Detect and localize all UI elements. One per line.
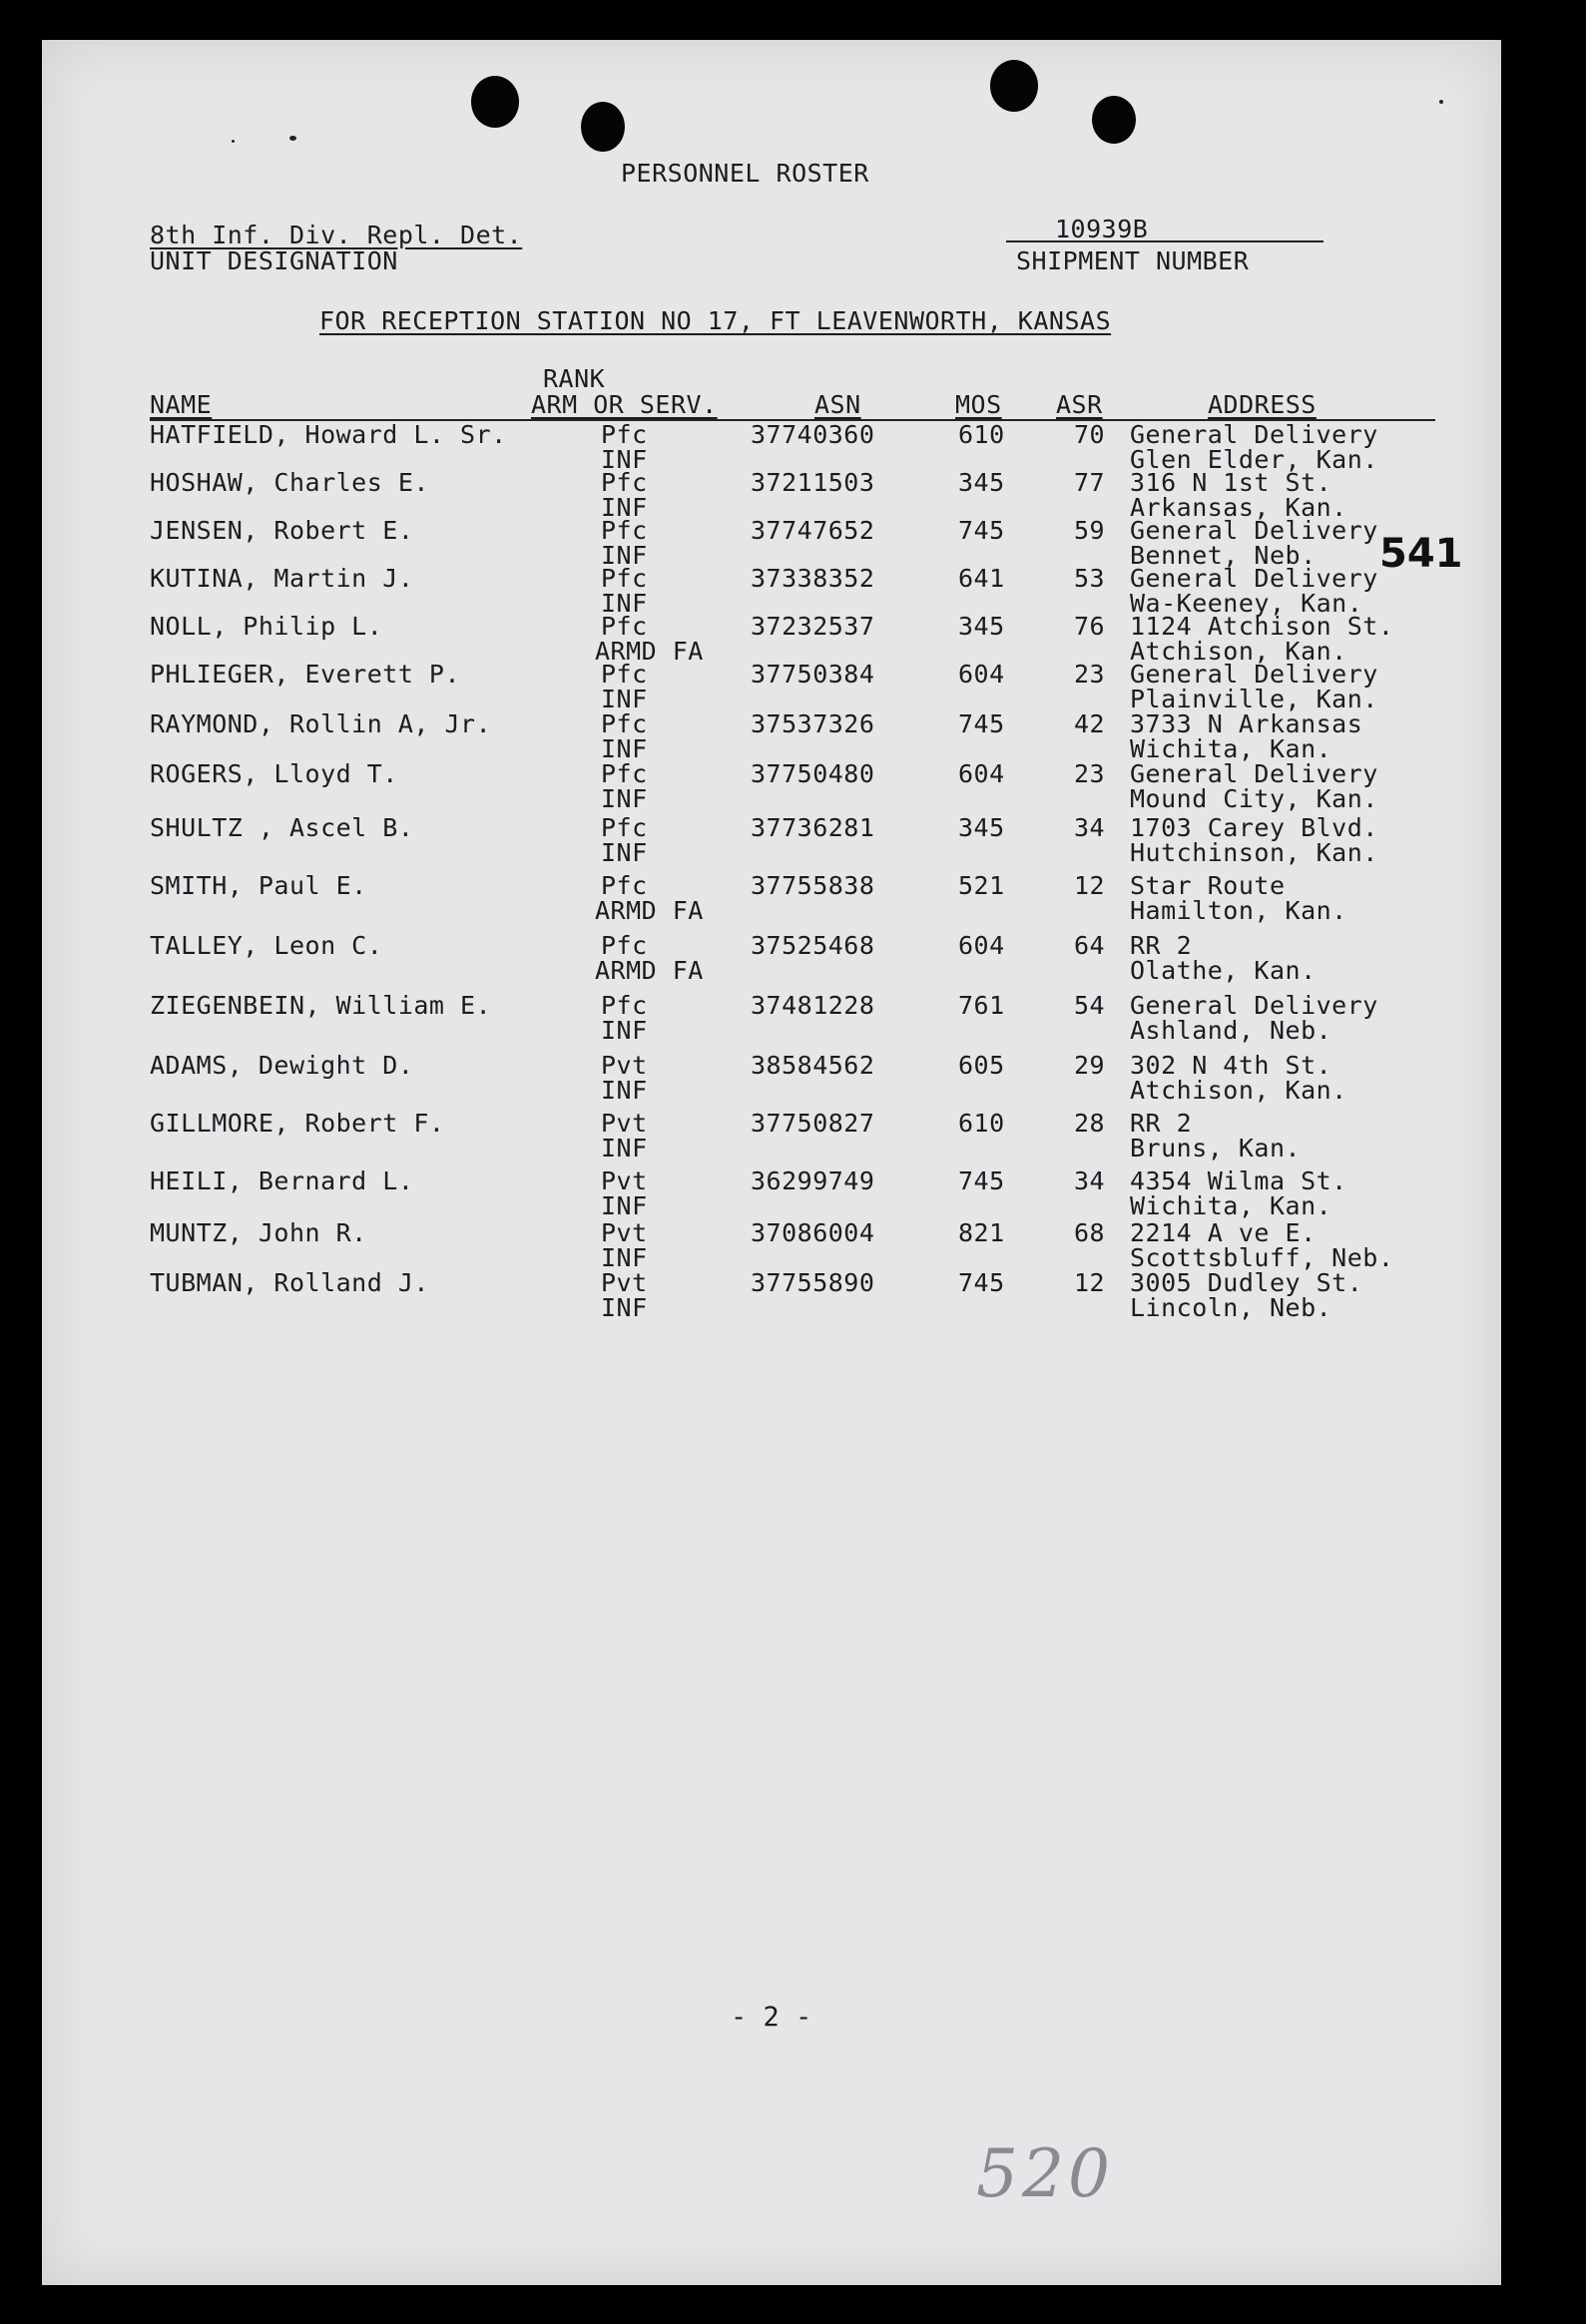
col-asn: ASN — [814, 390, 861, 419]
table-row — [42, 1219, 1501, 1275]
row-asn: 37338352 — [751, 564, 875, 593]
row-rank: Pfc — [601, 564, 648, 593]
row-name: SMITH, Paul E. — [150, 871, 367, 900]
row-mos: 604 — [958, 931, 1005, 960]
row-asr: 28 — [1074, 1109, 1106, 1138]
row-address-line1: General Delivery — [1130, 759, 1378, 788]
row-mos: 641 — [958, 564, 1005, 593]
row-asr: 34 — [1074, 813, 1106, 842]
row-address-line1: RR 2 — [1130, 931, 1193, 960]
row-address-line1: General Delivery — [1130, 420, 1378, 449]
shipment-number-value: 10939B — [1055, 215, 1149, 243]
row-asr: 77 — [1074, 468, 1106, 497]
col-name: NAME — [150, 390, 213, 419]
row-name: RAYMOND, Rollin A, Jr. — [150, 709, 492, 738]
row-arm: INF — [601, 734, 648, 763]
page-number: - 2 - — [731, 2002, 812, 2033]
row-address-line2: Wichita, Kan. — [1130, 734, 1332, 763]
row-mos: 605 — [958, 1051, 1005, 1080]
row-arm: INF — [601, 685, 648, 713]
row-name: ZIEGENBEIN, William E. — [150, 991, 492, 1020]
row-asr: 53 — [1074, 564, 1106, 593]
row-name: ADAMS, Dewight D. — [150, 1051, 414, 1080]
row-name: SHULTZ , Ascel B. — [150, 813, 414, 842]
row-address-line2: Lincoln, Neb. — [1130, 1293, 1332, 1322]
row-arm: INF — [601, 1293, 648, 1322]
row-asn: 37755838 — [751, 871, 875, 900]
col-rank-top: RANK — [543, 364, 606, 393]
row-asn: 37211503 — [751, 468, 875, 497]
row-rank: Pfc — [601, 709, 648, 738]
row-asn: 37537326 — [751, 709, 875, 738]
row-address-line2: Bruns, Kan. — [1130, 1134, 1302, 1162]
row-address-line1: 2214 A ve E. — [1130, 1218, 1317, 1247]
unit-designation-label: UNIT DESIGNATION — [150, 246, 398, 275]
row-address-line1: RR 2 — [1130, 1109, 1193, 1138]
row-address-line1: Star Route — [1130, 871, 1286, 900]
row-name: TALLEY, Leon C. — [150, 931, 383, 960]
row-name: HEILI, Bernard L. — [150, 1166, 414, 1195]
speck — [1439, 100, 1443, 104]
row-address-line1: General Delivery — [1130, 516, 1378, 545]
handwritten-number: 520 — [976, 2135, 1114, 2212]
document-page — [42, 40, 1501, 2285]
row-arm: INF — [601, 1134, 648, 1162]
row-mos: 745 — [958, 1268, 1005, 1297]
row-mos: 604 — [958, 660, 1005, 689]
row-address-line2: Bennet, Neb. — [1130, 541, 1317, 570]
page-stamp-number: 541 — [1379, 531, 1463, 577]
row-mos: 345 — [958, 612, 1005, 641]
row-address-line1: 1703 Carey Blvd. — [1130, 813, 1378, 842]
row-asn: 37740360 — [751, 420, 875, 449]
row-rank: Pfc — [601, 420, 648, 449]
row-address-line2: Atchison, Kan. — [1130, 1076, 1347, 1105]
row-asn: 37086004 — [751, 1218, 875, 1247]
row-name: KUTINA, Martin J. — [150, 564, 414, 593]
row-arm: INF — [601, 445, 648, 474]
row-asr: 76 — [1074, 612, 1106, 641]
row-mos: 610 — [958, 420, 1005, 449]
punch-hole — [471, 76, 519, 128]
row-asn: 37481228 — [751, 991, 875, 1020]
row-mos: 745 — [958, 1166, 1005, 1195]
speck — [232, 140, 235, 143]
row-mos: 604 — [958, 759, 1005, 788]
table-row — [42, 932, 1501, 988]
row-rank: Pvt — [601, 1109, 648, 1138]
shipment-number-label: SHIPMENT NUMBER — [1016, 246, 1250, 275]
row-address-line2: Hutchinson, Kan. — [1130, 838, 1378, 867]
row-rank: Pfc — [601, 991, 648, 1020]
row-name: PHLIEGER, Everett P. — [150, 660, 461, 689]
row-mos: 821 — [958, 1218, 1005, 1247]
row-arm: INF — [601, 1016, 648, 1045]
row-asr: 68 — [1074, 1218, 1106, 1247]
row-asn: 37747652 — [751, 516, 875, 545]
roster-title: PERSONNEL ROSTER — [621, 159, 869, 188]
row-mos: 745 — [958, 516, 1005, 545]
row-rank: Pvt — [601, 1218, 648, 1247]
row-address-line1: General Delivery — [1130, 660, 1378, 689]
row-address-line2: Scottsbluff, Neb. — [1130, 1243, 1394, 1272]
col-rank-arm: ARM OR SERV. — [531, 390, 718, 419]
row-rank: Pfc — [601, 759, 648, 788]
row-name: GILLMORE, Robert F. — [150, 1109, 445, 1138]
row-arm: ARMD FA — [595, 896, 704, 925]
row-asr: 64 — [1074, 931, 1106, 960]
row-arm: INF — [601, 784, 648, 813]
row-address-line2: Hamilton, Kan. — [1130, 896, 1347, 925]
punch-hole — [581, 102, 625, 152]
shipment-underline — [1006, 240, 1323, 242]
table-row — [42, 661, 1501, 716]
table-row — [42, 992, 1501, 1048]
row-address-line2: Arkansas, Kan. — [1130, 493, 1347, 522]
reception-station: FOR RECEPTION STATION NO 17, FT LEAVENWORTH, KANSAS — [319, 306, 1112, 335]
row-asr: 12 — [1074, 871, 1106, 900]
row-arm: INF — [601, 1191, 648, 1220]
unit-designation-value: 8th Inf. Div. Repl. Det. — [150, 221, 523, 249]
row-rank: Pvt — [601, 1051, 648, 1080]
row-arm: ARMD FA — [595, 956, 704, 985]
row-rank: Pfc — [601, 813, 648, 842]
row-asn: 37232537 — [751, 612, 875, 641]
row-name: TUBMAN, Rolland J. — [150, 1268, 429, 1297]
row-mos: 745 — [958, 709, 1005, 738]
row-asn: 37750384 — [751, 660, 875, 689]
row-asr: 59 — [1074, 516, 1106, 545]
table-row — [42, 814, 1501, 870]
row-mos: 345 — [958, 813, 1005, 842]
row-asn: 37525468 — [751, 931, 875, 960]
row-asn: 37736281 — [751, 813, 875, 842]
row-mos: 521 — [958, 871, 1005, 900]
row-asr: 23 — [1074, 660, 1106, 689]
row-address-line2: Ashland, Neb. — [1130, 1016, 1332, 1045]
speck — [289, 136, 296, 141]
table-row — [42, 1269, 1501, 1325]
row-rank: Pfc — [601, 468, 648, 497]
row-asr: 29 — [1074, 1051, 1106, 1080]
row-name: HOSHAW, Charles E. — [150, 468, 429, 497]
row-asr: 42 — [1074, 709, 1106, 738]
row-arm: ARMD FA — [595, 637, 704, 666]
row-address-line1: 302 N 4th St. — [1130, 1051, 1332, 1080]
row-name: MUNTZ, John R. — [150, 1218, 367, 1247]
row-asn: 36299749 — [751, 1166, 875, 1195]
row-rank: Pvt — [601, 1166, 648, 1195]
row-address-line2: Wa-Keeney, Kan. — [1130, 589, 1363, 618]
row-address-line2: Atchison, Kan. — [1130, 637, 1347, 666]
row-address-line1: 3733 N Arkansas — [1130, 709, 1363, 738]
table-row — [42, 1167, 1501, 1223]
row-rank: Pfc — [601, 931, 648, 960]
row-mos: 610 — [958, 1109, 1005, 1138]
row-asr: 54 — [1074, 991, 1106, 1020]
row-address-line1: 316 N 1st St. — [1130, 468, 1332, 497]
row-address-line1: 1124 Atchison St. — [1130, 612, 1394, 641]
row-name: JENSEN, Robert E. — [150, 516, 414, 545]
row-rank: Pfc — [601, 516, 648, 545]
row-arm: INF — [601, 1076, 648, 1105]
row-asr: 34 — [1074, 1166, 1106, 1195]
table-row — [42, 760, 1501, 816]
col-asr: ASR — [1056, 390, 1103, 419]
punch-hole — [1092, 96, 1136, 144]
row-asn: 37750480 — [751, 759, 875, 788]
row-arm: INF — [601, 493, 648, 522]
row-rank: Pfc — [601, 871, 648, 900]
table-row — [42, 1110, 1501, 1165]
row-mos: 761 — [958, 991, 1005, 1020]
row-asn: 38584562 — [751, 1051, 875, 1080]
row-arm: INF — [601, 838, 648, 867]
row-address-line2: Mound City, Kan. — [1130, 784, 1378, 813]
row-arm: INF — [601, 541, 648, 570]
table-row — [42, 1052, 1501, 1108]
row-asn: 37750827 — [751, 1109, 875, 1138]
table-row — [42, 872, 1501, 928]
row-address-line1: General Delivery — [1130, 991, 1378, 1020]
row-address-line1: 3005 Dudley St. — [1130, 1268, 1363, 1297]
row-rank: Pfc — [601, 660, 648, 689]
row-name: ROGERS, Lloyd T. — [150, 759, 398, 788]
row-asr: 23 — [1074, 759, 1106, 788]
row-address-line2: Glen Elder, Kan. — [1130, 445, 1378, 474]
row-name: HATFIELD, Howard L. Sr. — [150, 420, 507, 449]
col-mos: MOS — [955, 390, 1002, 419]
row-name: NOLL, Philip L. — [150, 612, 383, 641]
row-address-line2: Plainville, Kan. — [1130, 685, 1378, 713]
row-address-line1: 4354 Wilma St. — [1130, 1166, 1347, 1195]
row-arm: INF — [601, 589, 648, 618]
row-rank: Pfc — [601, 612, 648, 641]
row-asr: 12 — [1074, 1268, 1106, 1297]
col-address: ADDRESS — [1208, 390, 1317, 419]
row-address-line1: General Delivery — [1130, 564, 1378, 593]
row-asn: 37755890 — [751, 1268, 875, 1297]
row-arm: INF — [601, 1243, 648, 1272]
row-address-line2: Olathe, Kan. — [1130, 956, 1317, 985]
punch-hole — [990, 60, 1038, 112]
row-asr: 70 — [1074, 420, 1106, 449]
table-row — [42, 710, 1501, 766]
row-mos: 345 — [958, 468, 1005, 497]
row-rank: Pvt — [601, 1268, 648, 1297]
row-address-line2: Wichita, Kan. — [1130, 1191, 1332, 1220]
